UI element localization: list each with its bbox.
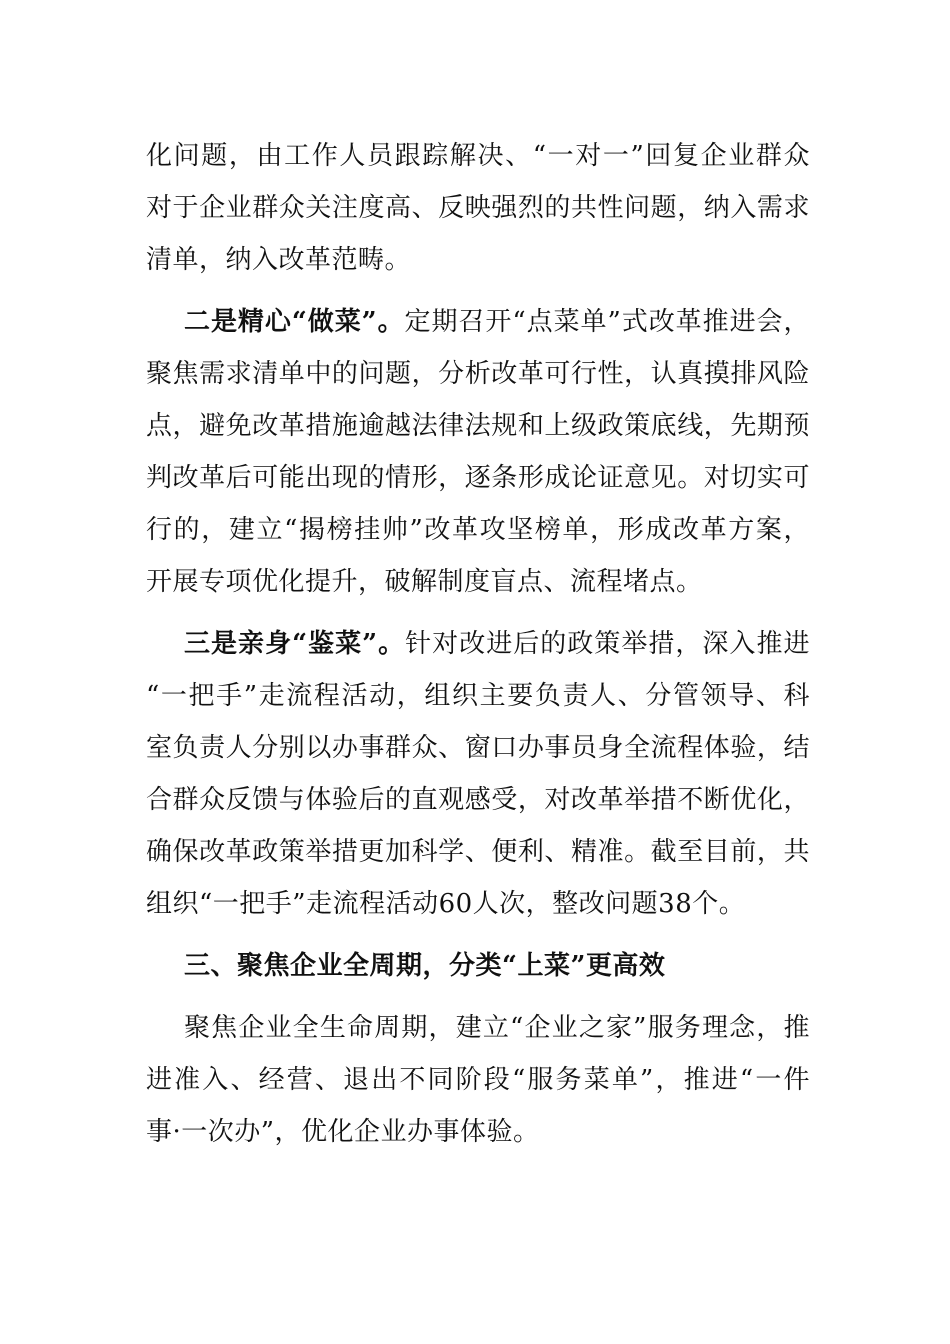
paragraph-continuation: [146, 130, 810, 286]
text-line: 对于企业群众关注度高、反映强烈的共性问题，纳入需求: [146, 193, 810, 223]
text-line: 行的，建立“揭榜挂帅”改革攻坚榜单，形成改革方案，: [146, 515, 810, 545]
paragraph-lead: 二是精心“做菜”。: [184, 307, 405, 337]
text-line: 聚焦需求清单中的问题，分析改革可行性，认真摸排风险: [146, 359, 810, 389]
text-line: 合群众反馈与体验后的直观感受，对改革举措不断优化，: [146, 785, 810, 815]
text-line: 组织“一把手”走流程活动60人次，整改问题38个。: [146, 889, 746, 919]
paragraph-cooking: [146, 296, 810, 608]
text-line: [146, 618, 810, 670]
text-run: 定期召开“点菜单”式改革推进会，: [404, 307, 810, 337]
text-line: 点，避免改革措施逾越法律法规和上级政策底线，先期预: [146, 411, 810, 441]
document-body: [146, 130, 810, 1158]
text-line: [146, 296, 810, 348]
paragraph-lead: 三是亲身“鉴菜”。: [184, 629, 406, 659]
text-line: 聚焦企业全生命周期，建立“企业之家”服务理念，推: [184, 1013, 810, 1043]
text-run: 针对改进后的政策举措，深入推进: [405, 629, 810, 659]
section-heading: 三、聚焦企业全周期，分类“上菜”更高效: [184, 951, 666, 981]
text-line: 确保改革政策举措更加科学、便利、精准。截至目前，共: [146, 837, 810, 867]
text-line: 判改革后可能出现的情形，逐条形成论证意见。对切实可: [146, 463, 810, 493]
text-line: 室负责人分别以办事群众、窗口办事员身全流程体验，结: [146, 733, 810, 763]
text-line: 化问题，由工作人员跟踪解决、“一对一”回复企业群众: [146, 141, 810, 171]
text-line: 清单，纳入改革范畴。: [146, 245, 412, 275]
text-line: 事·一次办”，优化企业办事体验。: [146, 1117, 540, 1147]
text-line: 进准入、经营、退出不同阶段“服务菜单”，推进“一件: [146, 1065, 810, 1095]
paragraph-tasting: [146, 618, 810, 930]
paragraph-lifecycle: [146, 1002, 810, 1158]
text-line: “一把手”走流程活动，组织主要负责人、分管领导、科: [146, 681, 810, 711]
text-line: 开展专项优化提升，破解制度盲点、流程堵点。: [146, 567, 703, 597]
